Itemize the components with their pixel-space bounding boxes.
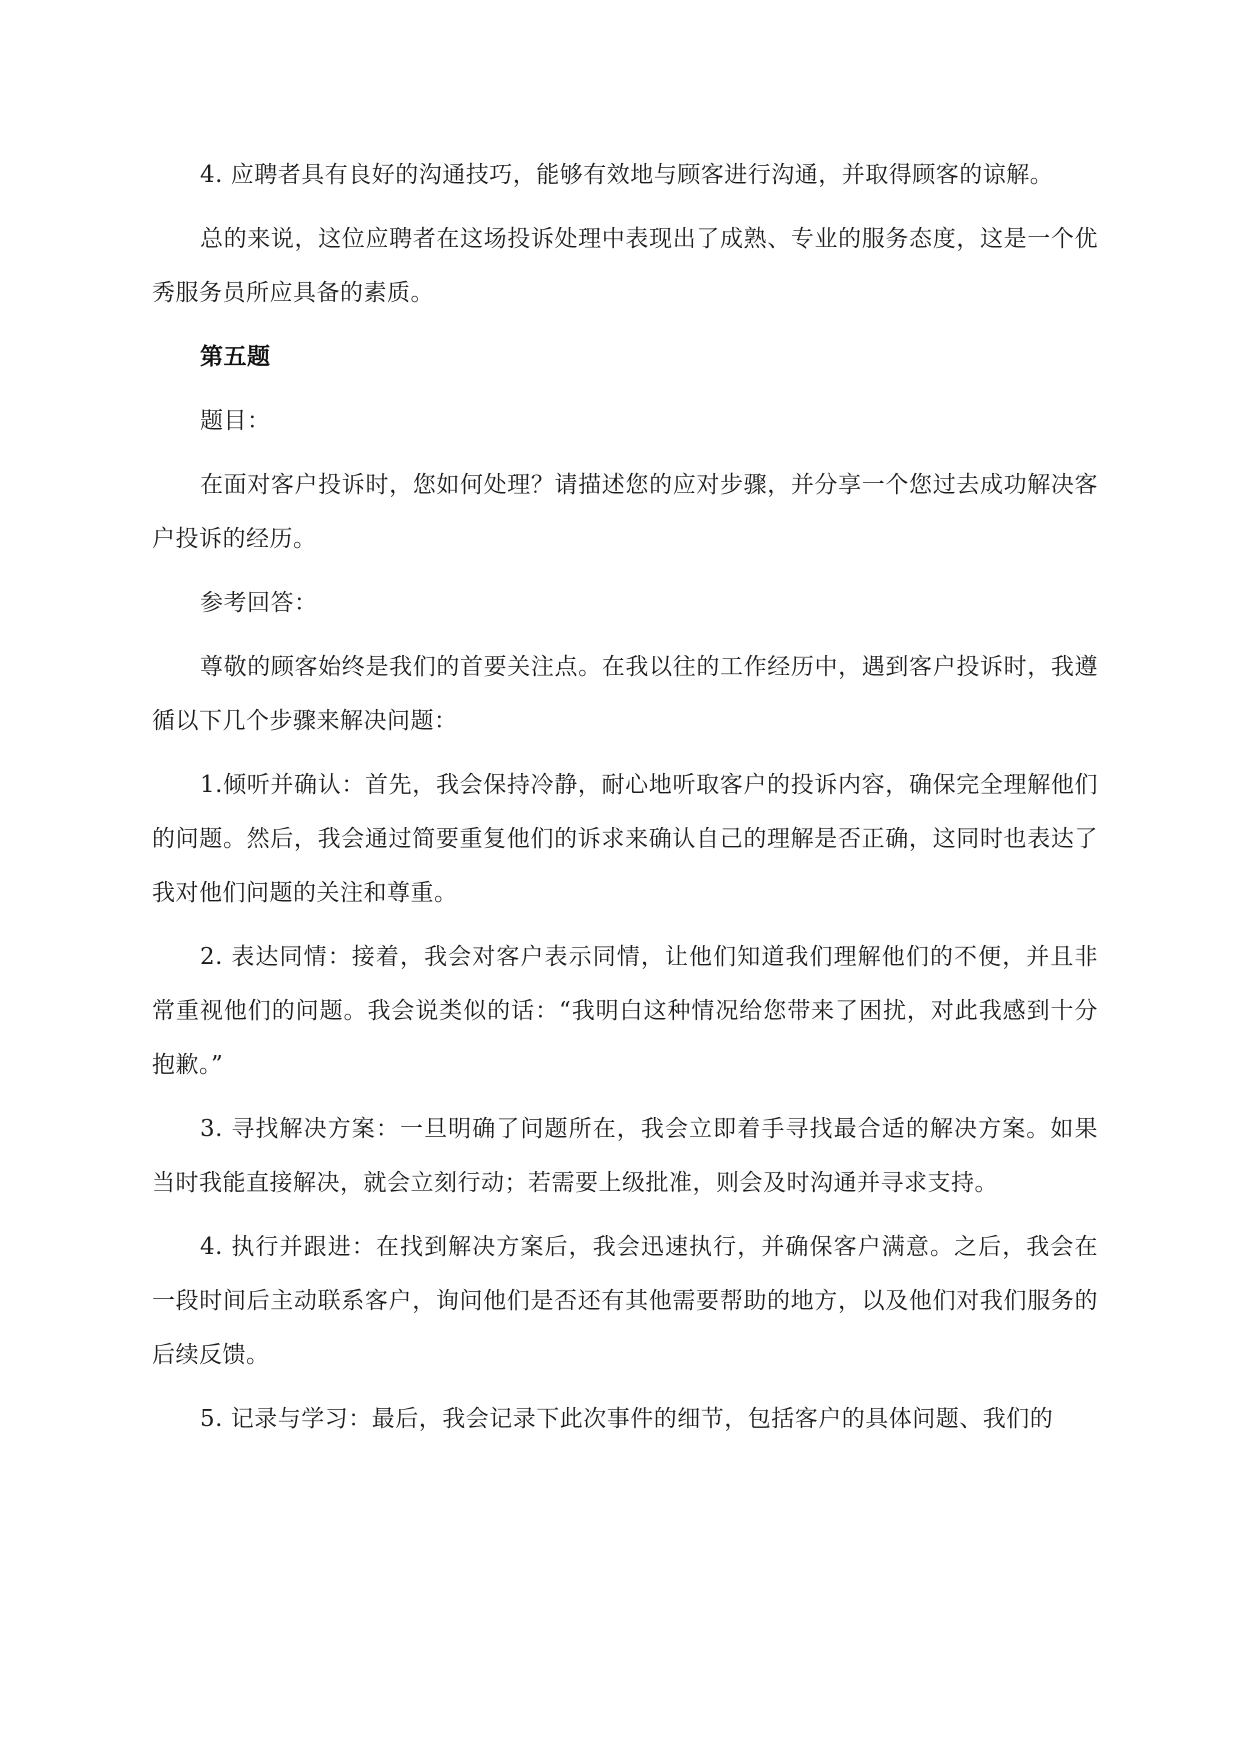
answer-step-3: 3. 寻找解决方案：一旦明确了问题所在，我会立即着手寻找最合适的解决方案。如果当时我能直接解决，就会立刻行动；若需要上级批准，则会及时沟通并寻求支持。 <box>152 1116 1098 1196</box>
paragraph-point-4: 4. 应聘者具有良好的沟通技巧，能够有效地与顾客进行沟通，并取得顾客的谅解。 <box>200 162 1054 188</box>
answer-step-2: 2. 表达同情：接着，我会对客户表示同情，让他们知道我们理解他们的不便，并且非常重视他们的问题。我会说类似的话：“我明白这种情况给您带来了困扰，对此我感到十分抱歉。” <box>152 944 1098 1078</box>
section-heading: 第五题 <box>200 343 271 370</box>
answer-step-4: 4. 执行并跟进：在找到解决方案后，我会迅速执行，并确保客户满意。之后，我会在一段时间后主动联系客户，询问他们是否还有其他需要帮助的地方，以及他们对我们服务的后续反馈。 <box>152 1234 1098 1368</box>
document-body <box>152 148 1098 1456</box>
answer-step-5: 5. 记录与学习：最后，我会记录下此次事件的细节，包括客户的具体问题、我们的 <box>200 1406 1054 1432</box>
answer-step-1: 1.倾听并确认：首先，我会保持冷静，耐心地听取客户的投诉内容，确保完全理解他们的问题。然后，我会通过简要重复他们的诉求来确认自己的理解是否正确，这同时也表达了我对他们问题的关注和尊重。 <box>152 772 1098 906</box>
answer-intro: 尊敬的顾客始终是我们的首要关注点。在我以往的工作经历中，遇到客户投诉时，我遵循以下几个步骤来解决问题： <box>152 654 1098 734</box>
answer-label: 参考回答： <box>200 590 318 616</box>
paragraph-summary: 总的来说，这位应聘者在这场投诉处理中表现出了成熟、专业的服务态度，这是一个优秀服务员所应具备的素质。 <box>152 226 1098 306</box>
question-label: 题目： <box>200 408 271 434</box>
question-text: 在面对客户投诉时，您如何处理？请描述您的应对步骤，并分享一个您过去成功解决客户投诉的经历。 <box>152 472 1098 552</box>
